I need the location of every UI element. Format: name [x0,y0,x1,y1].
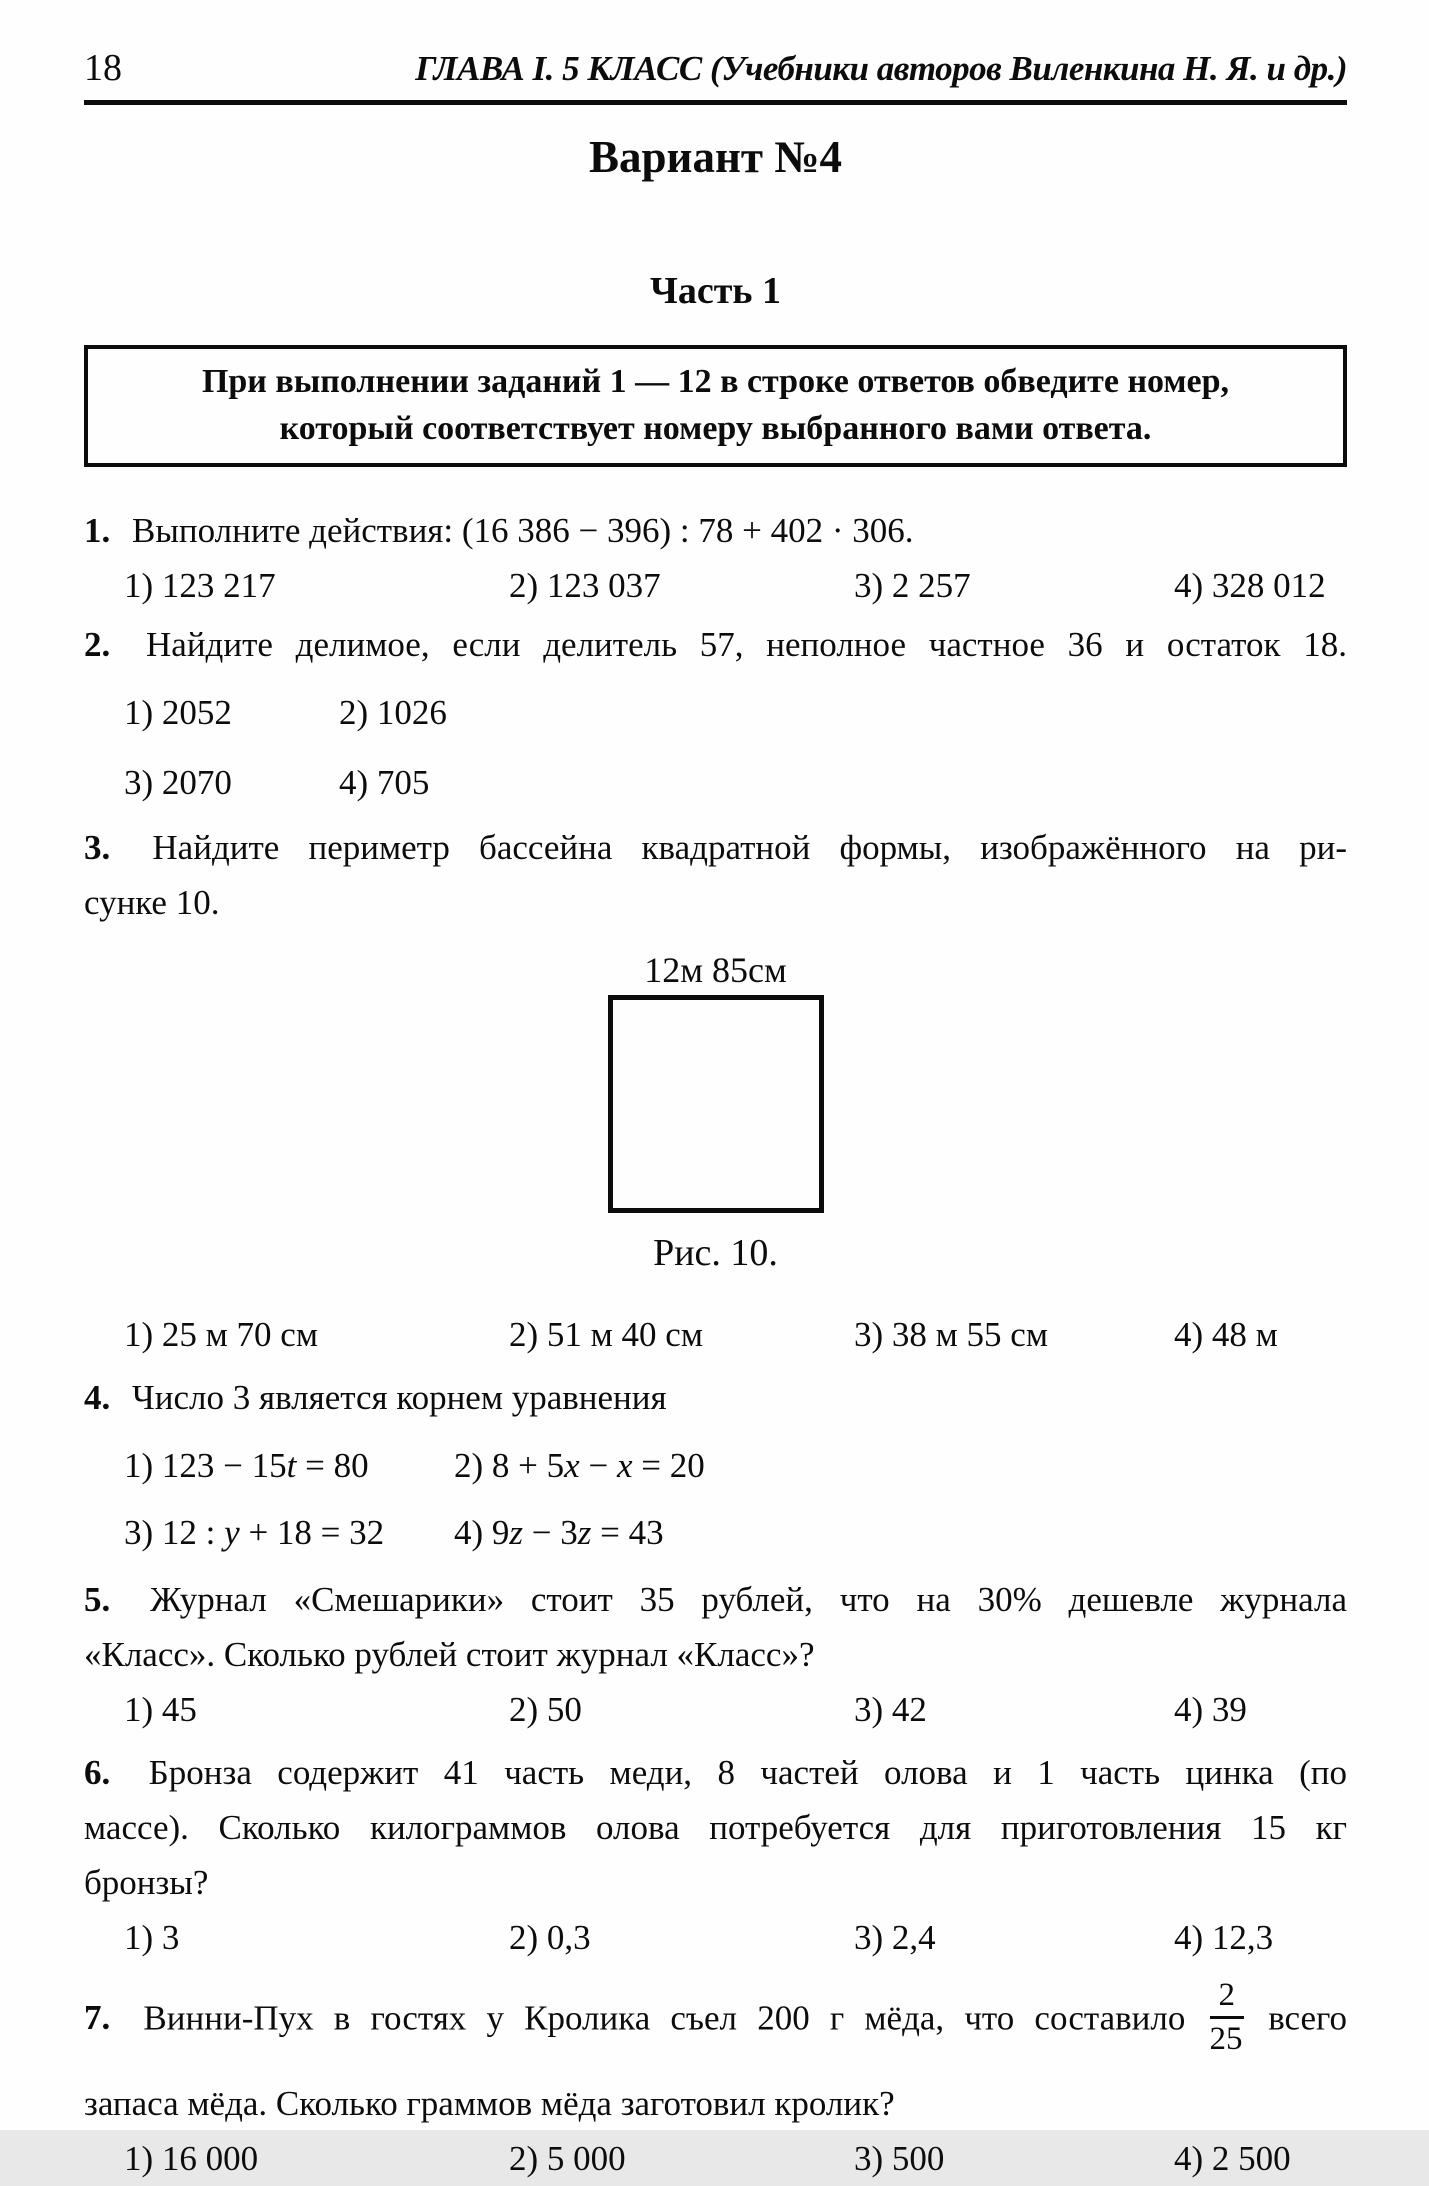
answer-option: 1) 123 217 [124,566,276,605]
answer-option-equation: 3) 12 : y + 18 = 32 [124,1513,385,1552]
running-head: ГЛАВА I. 5 КЛАСС (Учебники авторов Виленкина Н. Я. и др.) [415,49,1347,88]
part-title: Часть 1 [649,270,781,312]
problem-2-number: 2. [84,625,111,664]
answer-option: 3) 500 [854,2138,945,2178]
problem-5-statement-line-2: «Класс». Сколько рублей стоит журнал «Класс»? [84,1635,815,1674]
problem-4-text: Число 3 является корнем уравнения [132,1378,667,1417]
answer-option: 4) 705 [339,763,430,802]
answer-option: 1) 3 [124,1918,180,1957]
answer-option: 1) 16 000 [124,2138,259,2178]
problem-7-statement-line-2: запаса мёда. Сколько граммов мёда заготовил кролик? [84,2083,895,2123]
answer-option: 3) 38 м 55 см [854,1315,1048,1354]
answer-option: 4) 328 012 [1174,566,1326,605]
answer-option: 2) 50 [509,1690,582,1729]
figure-caption: Рис. 10. [653,1232,778,1274]
problem-3 [84,820,1347,1362]
problem-2-text: Найдите делимое, если делитель 57, неполное частное 36 и остаток 18. [146,625,1348,664]
fraction-numerator: 2 [1210,1977,1245,2019]
problem-2 [84,617,1347,810]
instruction-line-2: который соответствует номеру выбранного вами ответа. [279,410,1152,447]
fraction-denominator: 25 [1209,2020,1243,2057]
problem-5-answers [84,1682,1347,1737]
header-rule [84,100,1347,105]
problem-4 [84,1370,1347,1560]
problem-1-statement [84,503,1347,558]
answer-option: 3) 2070 [124,763,232,802]
problem-4-statement [84,1370,1347,1425]
problem-6-statement-line-1 [84,1745,1347,1800]
page-number: 18 [84,47,122,89]
problem-7 [84,1977,1348,2186]
answer-option-equation: 4) 9z − 3z = 43 [454,1513,664,1552]
problem-1-number: 1. [84,511,111,550]
answer-option: 2) 5 000 [509,2138,626,2178]
problem-5-text: Журнал «Смешарики» стоит 35 рублей, что на 30% дешевле журнала [150,1580,1348,1619]
problem-7-number: 7. [84,1998,111,2038]
problem-3-statement-line-1 [84,820,1347,875]
answer-option: 2) 51 м 40 см [509,1315,703,1354]
problem-6-statement-line-3: бронзы? [84,1863,209,1902]
problem-6-text: Бронза содержит 41 часть меди, 8 частей олова и 1 часть цинка (по [148,1753,1347,1792]
problem-1-text: Выполните действия: (16 386 − 396) : 78 + 402 · 306. [132,511,914,550]
problem-7-answers [84,2131,1347,2186]
fraction-2-25 [1210,1977,1245,2058]
problem-7-text-after-fraction: всего [1268,1998,1348,2038]
answer-option: 3) 2 257 [854,566,971,605]
problem-5-statement-line-1 [84,1572,1347,1627]
problem-3-number: 3. [84,828,111,867]
answer-option: 1) 25 м 70 см [124,1315,318,1354]
problem-3-statement-line-2: сунке 10. [84,883,220,922]
problem-7-statement-line-1 [84,1977,1348,2062]
problem-6 [84,1745,1347,1965]
problem-5 [84,1572,1347,1737]
answer-option: 4) 2 500 [1174,2138,1291,2178]
problem-4-answers [84,1438,1347,1560]
problem-2-answers [84,685,1347,810]
answer-option: 2) 0,3 [509,1918,591,1957]
instruction-box [84,345,1347,467]
answer-option: 1) 2052 [124,693,232,732]
problem-6-number: 6. [84,1753,111,1792]
problem-5-number: 5. [84,1580,111,1619]
problem-6-answers [84,1910,1347,1965]
problem-6-statement-line-2: массе). Сколько килограммов олова потребуется для приготовления 15 кг [84,1808,1347,1847]
problem-3-text: Найдите периметр бассейна квадратной формы, изображённого на ри- [152,828,1348,867]
pool-square-shape [608,995,824,1213]
answer-option: 1) 45 [124,1690,197,1729]
problem-7-text-before-fraction: Винни-Пух в гостях у Кролика съел 200 г мёда, что составило [143,1998,1186,2038]
answer-option: 4) 48 м [1174,1315,1278,1354]
page-header [84,46,1347,90]
instruction-line-1: При выполнении заданий 1 — 12 в строке ответов обведите номер, [201,363,1230,400]
problem-2-statement [84,617,1347,672]
problem-4-number: 4. [84,1378,111,1417]
answer-option: 2) 1026 [339,693,447,732]
problem-3-answers [84,1307,1347,1362]
answer-option: 3) 2,4 [854,1918,936,1957]
answer-option-equation: 1) 123 − 15t = 80 [124,1446,369,1485]
answer-option: 4) 12,3 [1174,1918,1274,1957]
problem-1 [84,503,1347,613]
variant-title: Вариант №4 [589,132,842,182]
problem-1-answers [84,558,1347,613]
figure-pool [84,950,1347,1275]
answer-option-equation: 2) 8 + 5x − x = 20 [454,1446,705,1485]
answer-option: 4) 39 [1174,1690,1247,1729]
answer-option: 2) 123 037 [509,566,661,605]
figure-dimension-label: 12м 85см [644,950,787,990]
answer-option: 3) 42 [854,1690,927,1729]
